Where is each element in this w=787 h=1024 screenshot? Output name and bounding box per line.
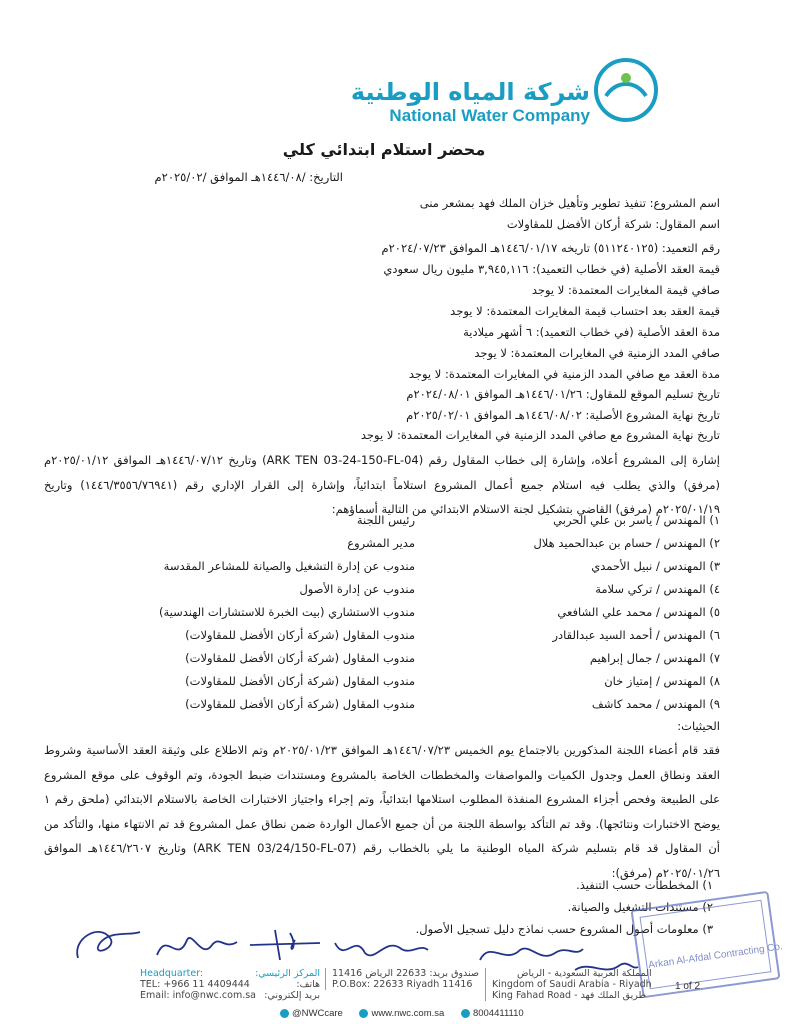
- member-role: مدير المشروع: [347, 536, 415, 550]
- committee-member: [44, 697, 720, 720]
- contact-text: @NWCcare: [292, 1008, 343, 1019]
- logo-english-name: National Water Company: [389, 106, 590, 125]
- member-name: ٨) المهندس / إمتياز خان: [604, 674, 720, 688]
- footer-text: King Fahad Road - طريق الملك فهد: [492, 990, 647, 1001]
- footer-text: بريد إلكتروني:: [264, 990, 320, 1001]
- field-assignment-number: رقم التعميد: (٥١١٢٤٠١٢٥) تاريخه ١٤٤٦/٠١/١٧هـ الموافق ٢٠٢٤/٠٧/٢٣م: [381, 241, 720, 255]
- intro-paragraph: إشارة إلى المشروع أعلاه، وإشارة إلى خطاب المقاول رقم (ARK TEN 03-24-150-FL-04) وتاريخ ١٤٤٦/٠٧/١٢هـ الموافق ٢٠٢٥/٠١/١٢م (مرفق) والذي يطلب فيه استلام جميع أعمال المشروع استلاماً ابتدائياً، وإشارة إلى القرار الإداري رقم (١٤٤٦/٣٥٥٦/٧٦٩٤١) وتاريخ ٢٠٢٥/٠١/١٩م (مرفق) القاضي بتشكيل لجنة الاستلام الابتدائي من التالية أسماؤهم:: [44, 453, 721, 516]
- member-name: ٥) المهندس / محمد علي الشافعي: [557, 605, 720, 619]
- footer-hq-ar: [250, 968, 320, 1001]
- contact-text: 8004411110: [472, 1008, 524, 1019]
- field-contractor-name: اسم المقاول: شركة أركان الأفضل للمقاولات: [506, 217, 720, 231]
- member-name: ٧) المهندس / جمال إبراهيم: [589, 651, 720, 665]
- member-role: مندوب المقاول (شركة أركان الأفضل للمقاولات): [185, 651, 415, 665]
- footer-address: [485, 968, 652, 1001]
- field-original-contract-value: قيمة العقد الأصلية (في خطاب التعميد): ٣,٩٤٥,١١٦ مليون ريال سعودي: [383, 262, 720, 276]
- committee-member: [44, 559, 720, 582]
- committee-member: [44, 605, 720, 628]
- footer-text: Headquarter:: [140, 968, 204, 979]
- document-date: التاريخ: /١٤٤٦/٠٨هـ الموافق /٢٠٢٥/٠٢م: [154, 170, 343, 184]
- footer-text: صندوق بريد: 22633 الرياض 11416: [332, 968, 479, 979]
- phone-contact[interactable]: [461, 1008, 524, 1019]
- member-name: ٣) المهندس / نبيل الأحمدي: [591, 559, 720, 573]
- member-role: رئيس اللجنة: [356, 513, 415, 527]
- footer-text: Kingdom of Saudi Arabia - Riyadh: [492, 979, 652, 990]
- member-name: ٦) المهندس / أحمد السيد عبدالقادر: [552, 628, 720, 642]
- member-role: مندوب عن إدارة الأصول: [299, 582, 415, 596]
- list-item: ٣) معلومات أصول المشروع حسب نماذج دليل تسجيل الأصول.: [415, 922, 713, 936]
- footer-text: Email: info@nwc.com.sa: [140, 990, 257, 1001]
- member-name: ٩) المهندس / محمد كاشف: [591, 697, 720, 711]
- signature: [245, 925, 325, 965]
- footer-text: TEL: +966 11 4409444: [140, 979, 250, 990]
- footer-text: هاتف:: [296, 979, 320, 990]
- contact-text: www.nwc.com.sa: [371, 1008, 445, 1019]
- considerations-paragraph: فقد قام أعضاء اللجنة المذكورين بالاجتماع يوم الخميس ١٤٤٦/٠٧/٢٣هـ الموافق ٢٠٢٥/٠١/٢٣م وتم الاطلاع على وثيقة العقد الأساسية وشروط العقد ونطاق العمل وجدول الكميات والمواصفات والمخططات الخاصة بالمشروع ومستندات ضبط الجودة، وتم الوقوف على موقع المشروع على الطبيعة وفحص أجزاء المشروع المنفذة المطلوب استلامها ابتدائياً، وتم إجراء واجتياز الاختبارات الخاصة بالاستلام الابتدائي (ملحق رقم ١ يوضح الاختبارات ونتائجها). وقد تم التأكد بواسطة اللجنة من أن جميع الأعمال الواردة ضمن نطاق عمل المشروع قد تم الانتهاء منها، والتأكد من أن المقاول قد قام بتسليم شركة المياه الوطنية ما يلي بالخطاب رقم (ARK TEN 03/24/150-FL-07) وتاريخ ١٤٤٦/٢٦٠٧هـ الموافق ٢٠٢٥/٠١/٢٦م (مرفق):: [44, 743, 721, 880]
- field-project-name: اسم المشروع: تنفيذ تطوير وتأهيل خزان الملك فهد بمشعر منى: [419, 196, 720, 210]
- committee-list: [44, 513, 720, 720]
- page-number: 1 of 2: [675, 981, 701, 992]
- company-logo: [350, 78, 708, 130]
- field-site-handover-date: تاريخ تسليم الموقع للمقاول: ١٤٤٦/٠١/٢٦هـ الموافق ٢٠٢٤/٠٨/٠١م: [406, 387, 720, 401]
- footer-hq-en: [140, 968, 256, 1001]
- member-role: مندوب المقاول (شركة أركان الأفضل للمقاولات): [185, 628, 415, 642]
- signature: [152, 920, 242, 970]
- field-contract-value-after-variations: قيمة العقد بعد احتساب قيمة المغايرات المعتمدة: لا يوجد: [450, 304, 720, 318]
- list-item: ٢) مستندات التشغيل والصيانة.: [567, 900, 713, 914]
- signature: [330, 928, 430, 968]
- committee-member: [44, 651, 720, 674]
- footer-text: المركز الرئيسي:: [255, 968, 320, 979]
- member-name: ٤) المهندس / تركي سلامة: [595, 582, 720, 596]
- member-name: ٢) المهندس / حسام بن عبدالحميد هلال: [533, 536, 720, 550]
- field-original-duration: مدة العقد الأصلية (في خطاب التعميد): ٦ أشهر ميلادية: [463, 325, 720, 339]
- member-role: مندوب الاستشاري (بيت الخبرة للاستشارات الهندسية): [159, 605, 415, 619]
- signature: [70, 918, 145, 968]
- field-net-variations: صافي قيمة المغايرات المعتمدة: لا يوجد: [531, 283, 720, 297]
- committee-member: [44, 582, 720, 605]
- member-role: مندوب المقاول (شركة أركان الأفضل للمقاولات): [185, 674, 415, 688]
- website-contact[interactable]: [359, 1008, 444, 1019]
- footer: [135, 968, 720, 1004]
- member-role: مندوب عن إدارة التشغيل والصيانة للمشاعر المقدسة: [163, 559, 415, 573]
- footer-text: P.O.Box: 22633 Riyadh 11416: [332, 979, 473, 990]
- document-title: محضر استلام ابتدائي كلي: [282, 140, 486, 159]
- member-role: مندوب المقاول (شركة أركان الأفضل للمقاولات): [185, 697, 415, 711]
- signature: [475, 935, 585, 970]
- considerations-heading: الحيثيات:: [677, 719, 720, 733]
- phone-icon: [461, 1009, 470, 1018]
- twitter-contact[interactable]: [280, 1008, 343, 1019]
- field-original-end-date: تاريخ نهاية المشروع الأصلية: ١٤٤٦/٠٨/٠٢هـ الموافق ٢٠٢٥/٠٢/٠١م: [406, 408, 720, 422]
- committee-member: [44, 674, 720, 697]
- water-drop-logo-icon: [592, 56, 660, 124]
- footer-pobox: [325, 968, 479, 990]
- globe-icon: [359, 1009, 368, 1018]
- contact-bar: [280, 1008, 538, 1019]
- field-duration-with-variations: مدة العقد مع صافي المدد الزمنية في المغايرات المعتمدة: لا يوجد: [408, 367, 720, 381]
- field-end-date-with-variations: تاريخ نهاية المشروع مع صافي المدد الزمنية في المغايرات المعتمدة: لا يوجد: [360, 428, 720, 442]
- member-name: ١) المهندس / ياسر بن علي الحربي: [553, 513, 720, 527]
- footer-text: المملكة العربية السعودية - الرياض: [516, 968, 652, 979]
- logo-arabic-name: شركة المياه الوطنية: [350, 78, 590, 106]
- twitter-icon: [280, 1009, 289, 1018]
- committee-member: [44, 536, 720, 559]
- stamp-text: Arkan Al-Afdal Contracting Co.: [647, 941, 784, 972]
- list-item: ١) المخططات حسب التنفيذ.: [576, 878, 713, 892]
- field-net-time-variations: صافي المدد الزمنية في المغايرات المعتمدة: لا يوجد: [474, 346, 720, 360]
- committee-member: [44, 628, 720, 651]
- committee-member: [44, 513, 720, 536]
